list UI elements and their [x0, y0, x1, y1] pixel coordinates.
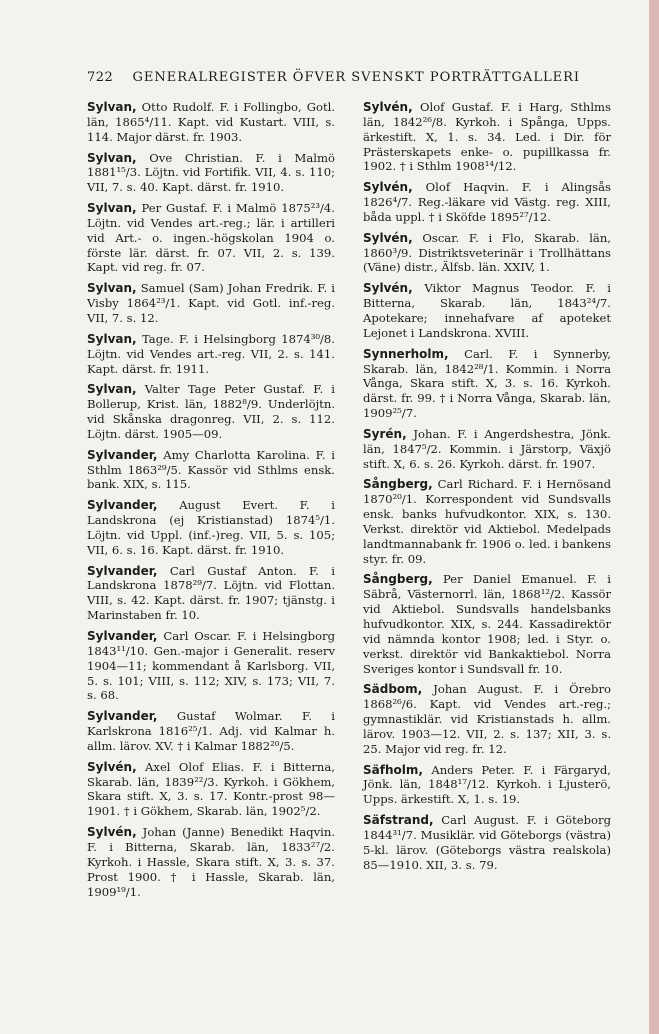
- entry-surname: Sylvander,: [87, 447, 158, 462]
- entry-surname: Sångberg,: [363, 477, 433, 492]
- entry-text: Carl August. F. i Göteborg 1844³¹/7. Musiklär. vid Göteborgs (västra) 5-kl. lärov. (Göteborgs västra realskola) 85—1910. XII, 3. s. 79.: [363, 813, 611, 872]
- register-entry: [87, 281, 335, 326]
- register-entry: [363, 180, 611, 225]
- entry-text: Gustaf Wolmar. F. i Karlskrona 1816²⁵/1. Adj. vid Kalmar h. allm. lärov. XV. † i Kalmar 1882²⁰/5.: [87, 709, 336, 753]
- entry-text: Viktor Magnus Teodor. F. i Bitterna, Skarab. län, 1843²⁴/7. Apotekare; innehafvare af apoteket Lejonet i Landskrona. XVIII.: [363, 281, 612, 340]
- entry-text: Valter Tage Peter Gustaf. F. i Bollerup, Krist. län, 1882⁸/9. Underlöjtn. vid Skånska dragonreg. VII, 2. s. 112. Löjtn. därst. 1905—09.: [87, 382, 335, 441]
- entry-surname: Sädbom,: [363, 682, 423, 697]
- entry-text: Johan (Janne) Benedikt Haqvin. F. i Bitterna, Skarab. län, 1833²⁷/2. Kyrkoh. i Hassle, Skara stift. X, 3. s. 37. Prost 1900. † i Hassle, Skarab. län, 1909¹⁹/1.: [87, 825, 335, 899]
- register-entry: [87, 709, 335, 754]
- register-entry: [363, 682, 611, 756]
- entry-surname: Sylvander,: [87, 563, 158, 578]
- entry-text: Oscar. F. i Flo, Skarab. län, 1860³/9. Distriktsveterinär i Trollhättans (Väne) distr., Älfsb. län. XXIV, 1.: [363, 230, 611, 275]
- register-entry: [363, 347, 611, 421]
- entry-surname: Sylvén,: [87, 825, 137, 840]
- entry-text: Otto Rudolf. F. i Follingbo, Gotl. län, 1865⁴/11. Kapt. vid Kustart. VIII, s. 114. Major därst. fr. 1903.: [87, 100, 336, 144]
- register-entry: [363, 281, 611, 340]
- register-entry: [87, 151, 335, 196]
- entry-surname: Sylvan,: [87, 100, 137, 114]
- register-entry: [363, 231, 611, 276]
- entry-surname: Sylvander,: [87, 629, 158, 643]
- entry-text: Per Gustaf. F. i Malmö 1875²³/4. Löjtn. vid Vendes art.-reg.; lär. i artilleri vid Art.- o. ingen.-högskolan 1904 o. förste lär. därst. fr. 07. VII, 2. s. 139. Kapt. vid reg. fr. 07.: [87, 201, 335, 275]
- page-header: [87, 70, 587, 92]
- register-entry: [87, 201, 335, 275]
- entry-text: Per Daniel Emanuel. F. i Säbrå, Västernorrl. län, 1868¹²/2. Kassör vid Aktiebol. Sundsvalls handelsbanks hufvudkontor. XIX, s. 244. Kassadirektör vid nämnda kontor 1908; led. i Styr. o. verkst. direktör vid Bankaktiebol. Norra Sveriges kontor i Sundsvall fr. 10.: [363, 572, 611, 676]
- entry-text: Axel Olof Elias. F. i Bitterna, Skarab. län, 1839²²/3. Kyrkoh. i Gökhem, Skara stift. X, 3. s. 17. Kontr.-prost 98—1901. † i Gökhem, Skarab. län, 1902⁵/2.: [87, 759, 335, 819]
- entry-text: Olof Haqvin. F. i Alingsås 1826⁴/7. Reg.-läkare vid Västg. reg. XIII, båda uppl. † i Sköfde 1895²⁷/12.: [363, 180, 611, 224]
- register-entry: [363, 477, 611, 566]
- entry-text: Samuel (Sam) Johan Fredrik. F. i Visby 1864²³/1. Kapt. vid Gotl. inf.-reg. VII, 7. s. 12.: [87, 281, 336, 325]
- entry-surname: Sylvén,: [363, 230, 413, 245]
- entry-surname: Synnerholm,: [363, 346, 449, 361]
- entry-surname: Sylvan,: [87, 150, 137, 165]
- entry-surname: Sylvander,: [87, 498, 158, 513]
- entry-surname: Sångberg,: [363, 572, 433, 587]
- entry-surname: Sylvan,: [87, 331, 137, 346]
- entry-surname: Sylvan,: [87, 382, 137, 397]
- entry-surname: Sylvan,: [87, 281, 137, 296]
- register-entry: [87, 825, 335, 899]
- entry-text: August Evert. F. i Landskrona (ej Kristianstad) 1874⁵/1. Löjtn. vid Uppl. (inf.-)reg. VII, 5. s. 105; VII, 6. s. 16. Kapt. därst. fr. 1910.: [87, 498, 335, 557]
- entry-surname: Sylvan,: [87, 201, 137, 216]
- register-entry: [87, 100, 335, 145]
- left-column: [87, 100, 335, 905]
- entry-text: Johan. F. i Angerdshestra, Jönk. län, 1847⁵/2. Kommin. i Järstorp, Växjö stift. X, 6. s. 26. Kyrkoh. därst. fr. 1907.: [363, 426, 611, 471]
- entry-text: Ove Christian. F. i Malmö 1881¹⁵/3. Löjtn. vid Fortifik. VII, 4. s. 110; VII, 7. s. 40. Kapt. därst. fr. 1910.: [87, 150, 335, 195]
- entry-text: Johan August. F. i Örebro 1868²⁶/6. Kapt. vid Vendes art.-reg.; gymnastiklär. vid Kristianstads h. allm. lärov. 1903—12. VII, 2. s. 137; XII, 3. s. 25. Major vid reg. fr. 12.: [363, 682, 611, 756]
- entry-surname: Säfholm,: [363, 762, 423, 777]
- register-entry: [363, 763, 611, 808]
- entry-surname: Sylvén,: [363, 180, 413, 195]
- register-entry: [363, 813, 611, 872]
- register-entry: [87, 382, 335, 441]
- register-entry: [363, 427, 611, 472]
- entry-surname: Sylvén,: [363, 100, 413, 114]
- entry-text: Anders Peter. F. i Färgaryd, Jönk. län, 1848¹⁷/12. Kyrkoh. i Ljusterö, Upps. ärkestift. X, 1. s. 19.: [363, 762, 611, 807]
- page-number: 722: [87, 70, 114, 85]
- entry-text: Tage. F. i Helsingborg 1874³⁰/8. Löjtn. vid Vendes art.-reg. VII, 2. s. 141. Kapt. därst. fr. 1911.: [87, 331, 335, 376]
- entry-surname: Sylvén,: [363, 281, 413, 296]
- register-entry: [363, 100, 611, 174]
- entry-surname: Säfstrand,: [363, 813, 434, 828]
- entry-surname: Sylvén,: [87, 759, 137, 774]
- entry-text: Amy Charlotta Karolina. F. i Sthlm 1863²⁹/5. Kassör vid Sthlms ensk. bank. XIX, s. 115.: [87, 447, 336, 492]
- entry-text: Carl. F. i Synnerby, Skarab. län, 1842²⁸/1. Kommin. i Norra Vånga, Skara stift. X, 3. s. 16. Kyrkoh. därst. fr. 99. † i Norra Vånga, Skarab. län, 1909²⁵/7.: [363, 346, 611, 421]
- register-entry: [87, 564, 335, 623]
- entry-text: Carl Gustaf Anton. F. i Landskrona 1878²⁹/7. Löjtn. vid Flottan. VIII, s. 42. Kapt. därst. fr. 1907; tjänstg. i Marinstaben fr. 10.: [87, 563, 336, 623]
- entry-text: Carl Richard. F. i Hernösand 1870²⁰/1. Korrespondent vid Sundsvalls ensk. banks hufvudkontor. XIX, s. 130. Verkst. direktör vid Aktiebol. Medelpads landtmannabank fr. 1906 o. led. i bankens styr. fr. 09.: [363, 477, 611, 566]
- entry-surname: Sylvander,: [87, 709, 158, 724]
- entry-surname: Syrén,: [363, 426, 407, 441]
- register-entry: [87, 332, 335, 377]
- page-edge: [649, 0, 659, 1034]
- entry-text: Olof Gustaf. F. i Harg, Sthlms län, 1842²⁶/8. Kyrkoh. i Spånga, Upps. ärkestift. X, 1. s. 34. Led. i Dir. för Prästerskapets enke- o. pupillkassa fr. 1902. † i Sthlm 1908¹⁴/12.: [363, 100, 611, 174]
- register-entry: [87, 448, 335, 493]
- entry-text: Carl Oscar. F. i Helsingborg 1843¹¹/10. Gen.-major i Generalit. reserv 1904—11; kommendant å Karlsborg. VII, 5. s. 101; VIII, s. 112; XIV, s. 173; VII, 7. s. 68.: [87, 629, 335, 703]
- right-column: [363, 100, 611, 879]
- register-entry: [87, 760, 335, 819]
- register-entry: [363, 572, 611, 676]
- running-title: GENERALREGISTER ÖFVER SVENSKT PORTRÄTTGALLERI: [132, 70, 580, 85]
- register-entry: [87, 498, 335, 557]
- register-entry: [87, 629, 335, 703]
